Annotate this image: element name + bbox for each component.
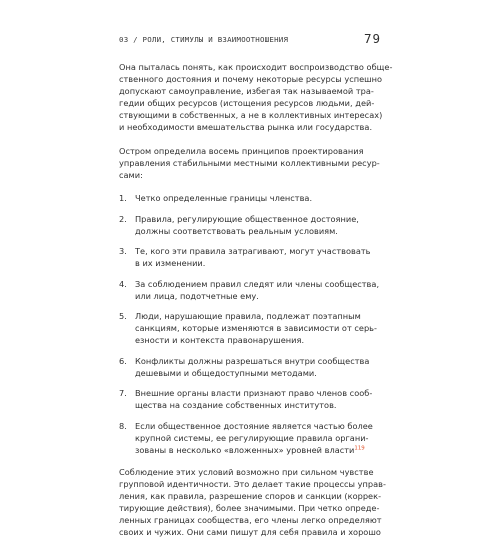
text-line: ления, как правила, разрешение споров и санкции (коррек-	[119, 490, 382, 501]
closing-paragraph	[119, 466, 386, 538]
list-item-text: Четко определенные границы членства.	[135, 193, 313, 203]
list-item-number: 4.	[119, 278, 127, 289]
list-item-number: 2.	[119, 213, 127, 224]
text-line: Она пыталась понять, как происходит воспроизводство обще-	[119, 62, 393, 72]
list-item-text: Конфликты должны разрешаться внутри сообщества	[135, 355, 370, 366]
running-head: 03 / РОЛИ, СТИМУЛЫ И ВЗАИМООТНОШЕНИЯ	[119, 35, 289, 44]
list-item-text: Правила, регулирующие общественное достояние,	[135, 213, 359, 224]
list-item-text: крупной системы, ее регулирующие правила органи-	[135, 432, 369, 443]
principles-list	[119, 192, 381, 456]
page-header	[119, 31, 381, 47]
list-item	[119, 245, 381, 269]
list-item-text: санкциям, которые изменяются в зависимости от серь-	[135, 323, 377, 333]
list-item-text: Те, кого эти правила затрагивают, могут участвовать	[135, 246, 371, 256]
list-item-text: щества на создание собственных институтов.	[135, 400, 337, 410]
list-item-number: 3.	[119, 246, 127, 256]
text-line: ленных границах сообщества, его члены легко определяют	[119, 514, 382, 525]
text-line: ственного достояния и почему некоторые ресурсы успешно	[119, 74, 383, 84]
text-line: своих и чужих. Они сами пишут для себя правила и хорошо	[119, 526, 381, 537]
list-item	[119, 278, 381, 302]
list-item-text: дешевыми и общедоступными методами.	[135, 367, 317, 378]
text-line: Остром определила восемь принципов проектирования	[119, 146, 364, 156]
list-item-text: За соблюдением правил следят или члены сообщества,	[135, 278, 380, 289]
list-item-number: 7.	[119, 388, 127, 398]
text-line: Соблюдение этих условий возможно при сильном чувстве	[119, 466, 374, 477]
list-item	[119, 420, 381, 456]
list-item-text: Внешние органы власти признают право членов сооб-	[135, 388, 373, 398]
list-item-text	[135, 444, 381, 456]
list-item-text: Если общественное достояние является частью более	[135, 420, 373, 431]
list-item	[119, 355, 381, 379]
list-item	[119, 213, 381, 237]
intro-paragraph	[119, 61, 393, 133]
text-line: тирующие действия), более значимыми. При четко опреде-	[119, 502, 380, 513]
list-item-text: Люди, нарушающие правила, подлежат поэтапным	[135, 311, 361, 321]
list-item	[119, 310, 381, 346]
text-line: и необходимости вмешательства рынка или государства.	[119, 122, 373, 132]
text-line: гедии общих ресурсов (истощения ресурсов людьми, дей-	[119, 98, 375, 108]
text-line: допускают самоуправление, избегая так называемой тра-	[119, 86, 374, 96]
list-item-number: 8.	[119, 420, 127, 431]
list-item	[119, 387, 381, 411]
page-number: 79	[363, 31, 381, 46]
text-line: сами:	[119, 170, 143, 180]
principles-intro	[119, 145, 381, 181]
list-item-text-last: зованы в несколько «вложенных» уровней власти	[135, 444, 355, 455]
body-text	[119, 61, 393, 538]
text-line: управления стабильными местными коллективными ресур-	[119, 158, 380, 168]
list-item	[119, 192, 381, 204]
list-item-text: в их изменении.	[135, 258, 206, 268]
list-item-text: должны соответствовать реальным условиям.	[135, 225, 338, 236]
footnote-reference[interactable]: 119	[354, 444, 365, 451]
text-line: ствующими в собственных, а не в коллективных интересах)	[119, 110, 383, 120]
list-item-text: или лица, подотчетные ему.	[135, 290, 259, 301]
list-item-text: езности и контекста правонарушения.	[135, 335, 305, 345]
text-line: групповой идентичности. Это делает такие процессы управ-	[119, 478, 386, 489]
list-item-number: 5.	[119, 311, 127, 321]
list-item-number: 1.	[119, 193, 127, 203]
list-item-number: 6.	[119, 355, 127, 366]
